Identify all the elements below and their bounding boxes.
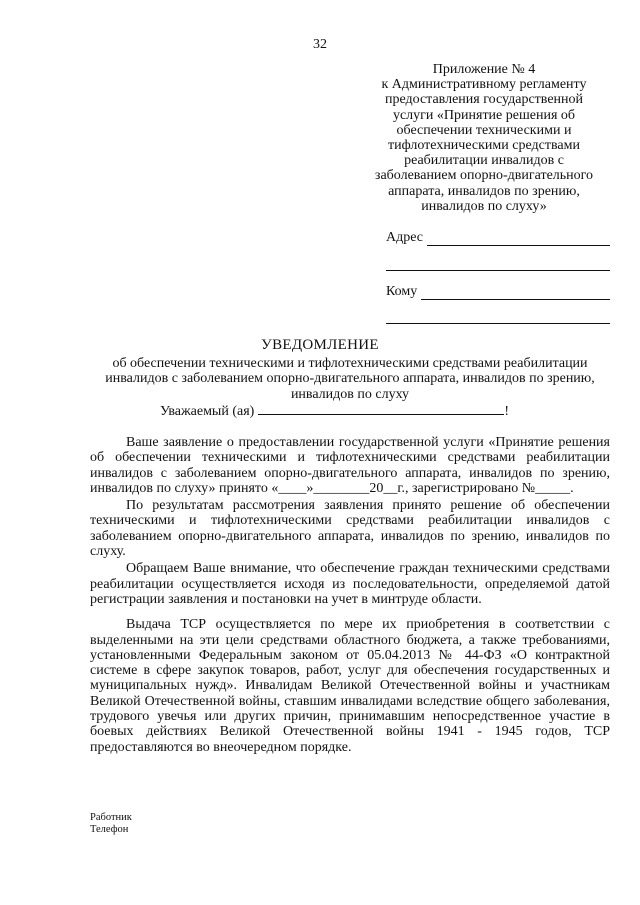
recipient-field [386, 282, 610, 300]
recipient-label: Кому [386, 284, 418, 299]
notice-subtitle: об обеспечении техническими и тифлотехническими средствами реабилитации инвалидов с заболеванием опорно-двигательного аппарата, инвалидов по зрению, инвалидов по слуху [105, 356, 595, 402]
appendix-line: услуги «Принятие решения об [392, 107, 576, 123]
worker-label: Работник [90, 812, 132, 823]
appendix-line: инвалидов по слуху» [421, 198, 547, 214]
recipient-blank-line [421, 286, 610, 300]
greeting-suffix: ! [504, 404, 509, 419]
appendix-line: Приложение № 4 [432, 62, 536, 77]
greeting-prefix: Уважаемый (ая) [160, 404, 255, 419]
address-second-line [386, 270, 610, 271]
address-label: Адрес [386, 230, 424, 245]
appendix-line: реабилитации инвалидов с [404, 153, 564, 169]
footer-contacts [90, 812, 132, 836]
notice-title: УВЕДОМЛЕНИЕ [261, 337, 379, 353]
body-paragraph: Ваше заявление о предоставлении государственной услуги «Принятие решения об обеспечении техническими и тифлотехническими средствами реабилитации инвалидов с заболеванием опорно-двигательного аппарата, инвалидов по зрению, инвалидов по слуху» принято «____»________20__г., зарегистрировано №_____. [90, 435, 610, 496]
appendix-line: тифлотехническими средствами [388, 138, 580, 154]
body-paragraph: Обращаем Ваше внимание, что обеспечение граждан техническими средствами реабилитации осуществляется исходя из последовательности, определяемой датой регистрации заявления и постановки на учет в минтруде области. [90, 561, 610, 607]
phone-label: Телефон [90, 824, 129, 835]
notice-body [90, 435, 610, 755]
appendix-line: предоставления государственной [384, 92, 584, 108]
body-paragraph: По результатам рассмотрения заявления принято решение об обеспечении техническими и тифлотехническими средствами реабилитации инвалидов с заболеванием опорно-двигательного аппарата, инвалидов по зрению, инвалидов по слуху. [90, 498, 610, 560]
address-blank-line [427, 232, 610, 246]
page-number: 32 [313, 37, 327, 52]
body-paragraph: Выдача ТСР осуществляется по мере их приобретения в соответствии с выделенными на эти цели средствами областного бюджета, а также требованиями, установленными Федеральным законом от 05.04.2013 № 44-ФЗ «О контрактной системе в сфере закупок товаров, работ, услуг для обеспечения государственных и муниципальных нужд». Инвалидам Великой Отечественной войны и участникам Великой Отечественной войны, ставшим инвалидами вследствие общего заболевания, трудового увечья или других причин, принимавшим непосредственное участие в боевых действиях Великой Отечественной войны 1941 - 1945 годов, ТСР предоставляются во внеочередном порядке. [90, 617, 610, 755]
address-field [386, 228, 610, 246]
appendix-header [360, 62, 608, 214]
recipient-second-line [386, 323, 610, 324]
appendix-line: обеспечении техническими и [396, 122, 572, 138]
appendix-line: аппарата, инвалидов по зрению, [388, 183, 580, 199]
greeting-blank-line [258, 402, 504, 415]
greeting-line [160, 402, 509, 420]
appendix-line: заболеванием опорно-двигательного [374, 168, 594, 184]
appendix-line: к Административному регламенту [381, 77, 587, 93]
